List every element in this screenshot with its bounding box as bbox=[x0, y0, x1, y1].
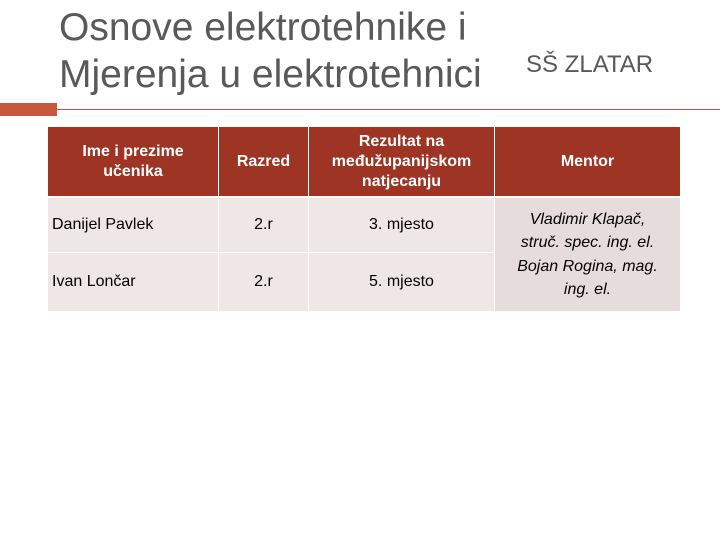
results-table bbox=[48, 127, 680, 312]
slide-title-line-1: Osnove elektrotehnike i bbox=[59, 6, 467, 49]
mentor-cell bbox=[495, 198, 680, 312]
table-header-row bbox=[48, 127, 680, 198]
header-result: Rezultat na međužupanijskom natjecanju bbox=[309, 127, 495, 198]
title-divider bbox=[57, 109, 720, 110]
header-grade: Razred bbox=[219, 127, 309, 198]
school-name: SŠ ZLATAR bbox=[526, 51, 654, 78]
header-mentor: Mentor bbox=[495, 127, 680, 198]
student-name: Danijel Pavlek bbox=[48, 198, 219, 253]
student-grade: 2.r bbox=[219, 198, 309, 253]
student-grade: 2.r bbox=[219, 253, 309, 312]
student-name: Ivan Lončar bbox=[48, 253, 219, 312]
slide-title-line-2: Mjerenja u elektrotehnici bbox=[59, 53, 482, 96]
mentor-line-4: ing. el. bbox=[563, 280, 612, 298]
accent-bar bbox=[0, 103, 57, 116]
mentor-line-1: Vladimir Klapač, bbox=[529, 211, 646, 229]
competition-result: 3. mjesto bbox=[309, 198, 495, 253]
mentor-line-3: Bojan Rogina, mag. bbox=[517, 257, 658, 275]
table-row bbox=[48, 198, 680, 253]
header-name: Ime i prezime učenika bbox=[48, 127, 219, 198]
competition-result: 5. mjesto bbox=[309, 253, 495, 312]
mentor-line-2: struč. spec. ing. el. bbox=[520, 234, 655, 252]
